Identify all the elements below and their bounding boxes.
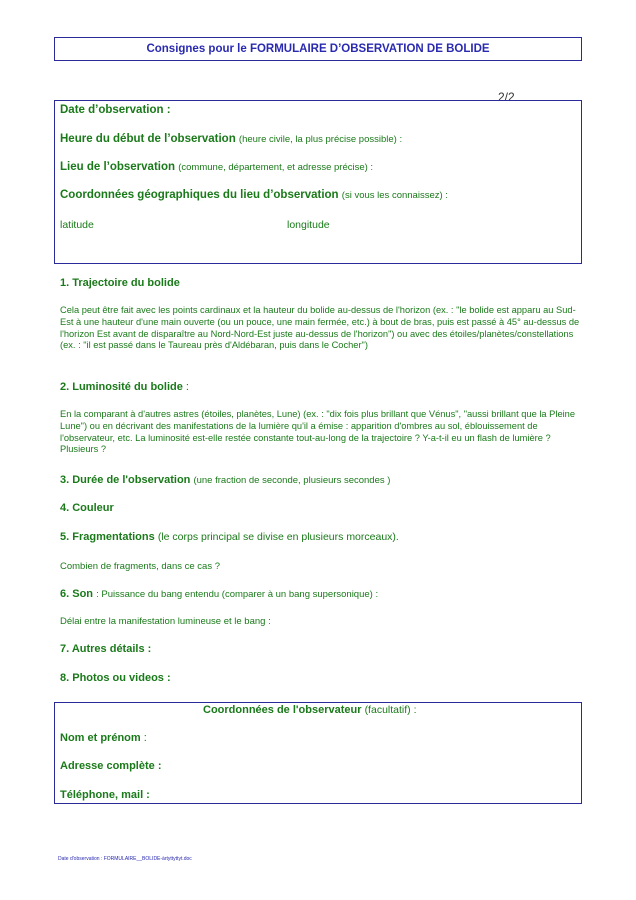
heure-note: (heure civile, la plus précise possible) :: [238, 134, 403, 145]
longitude-label: longitude: [287, 219, 330, 231]
coord-row: [60, 189, 448, 201]
section-2-colon: :: [185, 381, 189, 393]
footer-filename: Date d'observation : FORMULAIRE__BOLIDE-àrtyttyttyt.doc: [58, 856, 192, 862]
lieu-label: Lieu de l’observation: [60, 161, 176, 173]
section-2-text: En la comparant à d'autres astres (étoiles, planètes, Lune) (ex. : "dix fois plus brillant que Vénus", "aussi brillant que la Pleine Lune") ou en décrivant des manifestations de la lumière qu'il a émise : apparition d'ombres au sol, éblouissement de l'observateur, etc. La luminosité est-elle restée constante tout-au-long de la trajectoire ? Y-a-t-il eu un flash de lumière ? Plusieurs ?: [60, 409, 576, 455]
section-3-row: [60, 474, 390, 486]
lieu-note: (commune, département, et adresse précise) :: [178, 162, 374, 173]
section-3-note: (une fraction de seconde, plusieurs secondes ): [193, 475, 391, 486]
observer-name-row: [60, 732, 147, 744]
coord-note: (si vous les connaissez) :: [341, 190, 448, 201]
heure-label: Heure du début de l’observation: [60, 133, 236, 145]
latitude-label: latitude: [60, 219, 94, 231]
observer-header: Coordonnées de l'observateur: [203, 704, 362, 716]
observer-name-label: Nom et prénom: [60, 732, 141, 744]
page-title: Consignes pour le FORMULAIRE D’OBSERVATION DE BOLIDE: [54, 37, 582, 61]
section-5-text: Combien de fragments, dans ce cas ?: [60, 561, 221, 572]
section-2-title: 2. Luminosité du bolide: [60, 381, 183, 393]
page-number: 2/2: [498, 90, 515, 104]
section-6-text: Délai entre la manifestation lumineuse et le bang :: [60, 616, 271, 627]
observer-header-note: (facultatif) :: [364, 704, 417, 716]
coord-label: Coordonnées géographiques du lieu d’observation: [60, 189, 339, 201]
section-6-row: [60, 588, 378, 600]
observation-box: [54, 100, 582, 264]
section-5-note: (le corps principal se divise en plusieurs morceaux).: [157, 531, 399, 543]
section-6-note: : Puissance du bang entendu (comparer à un bang supersonique) :: [96, 589, 379, 600]
section-8-title: 8. Photos ou videos :: [60, 672, 171, 684]
lieu-row: [60, 161, 373, 173]
section-3-title: 3. Durée de l'observation: [60, 474, 191, 486]
observer-name-colon: :: [143, 732, 147, 744]
section-2-row: [60, 381, 189, 393]
observer-address-label: Adresse complète :: [60, 760, 162, 772]
section-5-row: [60, 531, 399, 543]
date-label: Date d’observation :: [60, 104, 171, 116]
section-4-title: 4. Couleur: [60, 502, 114, 514]
section-1-text: Cela peut être fait avec les points cardinaux et la hauteur du bolide au-dessus de l'horizon (ex. : "le bolide est apparu au Sud-Est à une hauteur d'une main ouverte (ou un pouce, une main fermée, etc.) à bout de bras, puis est passé à 45° au-dessus de l'horizon Est avant de disparaître au Nord-Nord-Est juste au-dessus de l'horizon") ou avec des étoiles/planètes/constellations (ex. : "il est passé dans le Taureau près d'Aldébaran, puis dans le Cocher"): [60, 305, 580, 351]
section-5-title: 5. Fragmentations: [60, 531, 155, 543]
observer-phone-label: Téléphone, mail :: [60, 789, 150, 801]
section-1-title: 1. Trajectoire du bolide: [60, 277, 180, 289]
section-6-title: 6. Son: [60, 588, 94, 600]
section-7-title: 7. Autres détails :: [60, 643, 152, 655]
heure-row: [60, 133, 402, 145]
observer-header-row: [203, 704, 417, 716]
